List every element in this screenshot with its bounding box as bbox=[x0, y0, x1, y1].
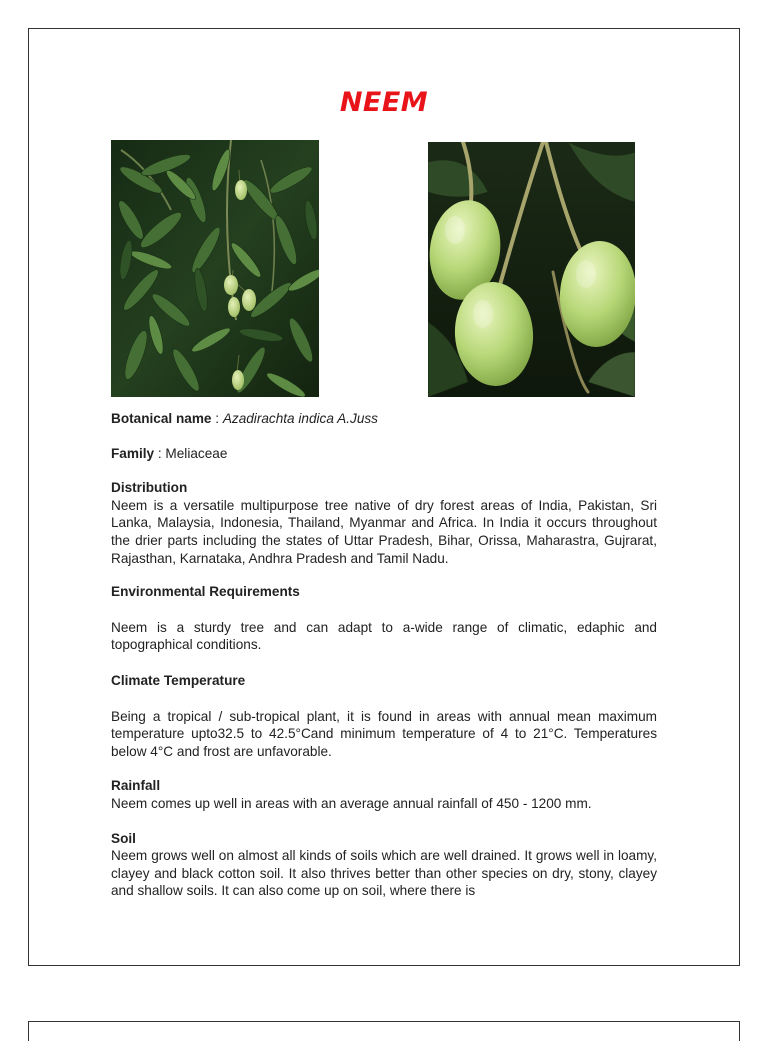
page-title: NEEM bbox=[339, 87, 429, 118]
document-page bbox=[28, 28, 740, 966]
family-label: Family bbox=[111, 445, 155, 461]
section-heading-environmental-requirements: Environmental Requirements bbox=[111, 584, 300, 600]
section-body-distribution: Neem is a versatile multipurpose tree native of dry forest areas of India, Pakistan, Sri Lanka, Malaysia, Indonesia, Thailand, Myanmar and Africa. In India it occurs throughout the drier parts including the states of Uttar Pradesh, Bihar, Orissa, Maharastra, Gujrarat, Rajasthan, Karnataka, Andhra Pradesh and Tamil Nadu. bbox=[111, 497, 657, 566]
section-body-environmental-requirements: Neem is a sturdy tree and can adapt to a-wide range of climatic, edaphic and topographical conditions. bbox=[111, 619, 657, 653]
neem-leaves-photo bbox=[111, 140, 319, 397]
botanical-name-line bbox=[111, 410, 657, 428]
section-body-climate-temperature: Being a tropical / sub-tropical plant, it is found in areas with annual mean maximum temperature upto32.5 to 42.5°Cand minimum temperature of 4 to 21°C. Temperatures below 4°C and frost are unfavorable. bbox=[111, 708, 657, 759]
next-page-edge bbox=[28, 1021, 740, 1041]
section-heading-distribution: Distribution bbox=[111, 480, 188, 496]
botanical-name-separator: : bbox=[211, 411, 223, 426]
botanical-name-label: Botanical name bbox=[111, 411, 212, 426]
section-heading-climate-temperature: Climate Temperature bbox=[111, 672, 246, 688]
family-line bbox=[111, 445, 657, 463]
document-body bbox=[111, 410, 657, 900]
section-body-rainfall: Neem comes up well in areas with an average annual rainfall of 450 - 1200 mm. bbox=[111, 795, 592, 811]
section-heading-soil: Soil bbox=[111, 830, 136, 846]
neem-fruits-photo bbox=[428, 142, 635, 397]
family-separator: : bbox=[154, 445, 166, 461]
section-heading-rainfall: Rainfall bbox=[111, 778, 161, 794]
botanical-name-value: Azadirachta indica A.Juss bbox=[222, 411, 378, 426]
family-value: Meliaceae bbox=[165, 445, 228, 461]
section-body-soil: Neem grows well on almost all kinds of soils which are well drained. It grows well in loamy, clayey and black cotton soil. It also thrives better than other species on dry, stony, clayey and shallow soils. It can also come up on soil, where there is bbox=[111, 848, 657, 899]
